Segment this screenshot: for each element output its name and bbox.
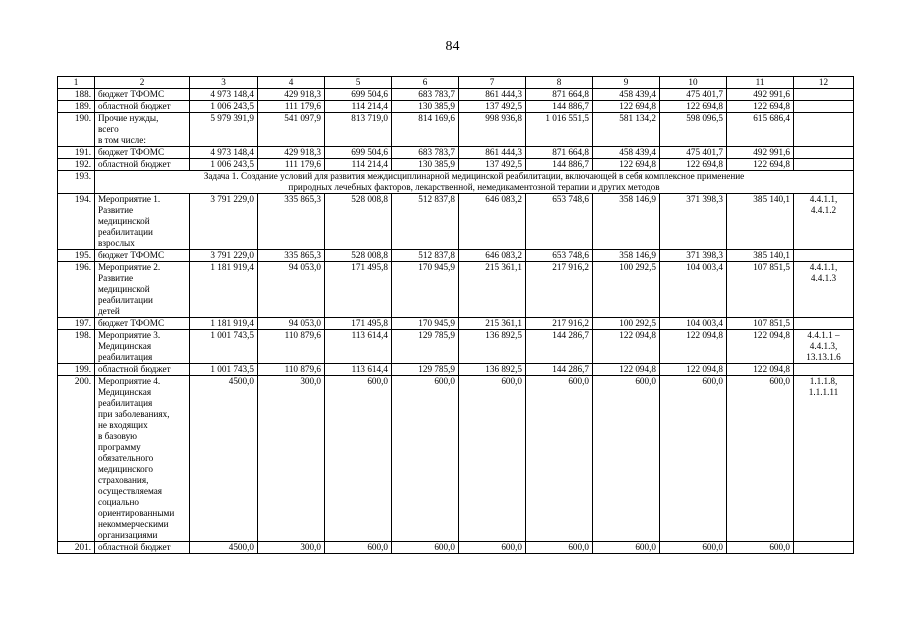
row-number: 200. (58, 376, 95, 542)
value-cell: 144 286,7 (526, 330, 593, 364)
cell-line: бюджет ТФОМС (98, 250, 165, 260)
value-cell: 122 094,8 (660, 364, 727, 376)
table-row (58, 376, 854, 542)
cell-line: 4.4.1.1 – (807, 330, 840, 340)
value-cell: 600,0 (459, 542, 526, 554)
row-number: 191. (58, 147, 95, 159)
value-cell: 130 385,9 (392, 101, 459, 113)
value-cell: 512 837,8 (392, 250, 459, 262)
cell-line: 1.1.1.11 (808, 387, 839, 397)
item-name (95, 376, 190, 542)
value-cell: 171 495,8 (325, 318, 392, 330)
value-cell: 1 006 243,5 (190, 159, 258, 171)
value-cell: 600,0 (727, 542, 794, 554)
cell-line: 4.4.1.1, (809, 262, 838, 272)
value-cell: 122 094,8 (593, 330, 660, 364)
page-number: 84 (445, 39, 460, 54)
column-header: 11 (727, 77, 794, 89)
cell-line: некоммерческими (98, 519, 169, 529)
value-cell: 122 094,8 (660, 330, 727, 364)
item-name (95, 89, 190, 101)
value-cell: 600,0 (660, 542, 727, 554)
indicator-ref (794, 113, 854, 147)
row-number: 194. (58, 194, 95, 250)
cell-line: Мероприятие 4. (98, 376, 161, 386)
value-cell: 492 991,6 (727, 89, 794, 101)
value-cell: 171 495,8 (325, 262, 392, 318)
indicator-ref (794, 101, 854, 113)
item-name (95, 330, 190, 364)
value-cell: 4 973 148,4 (190, 147, 258, 159)
indicator-ref (794, 318, 854, 330)
value-cell: 144 286,7 (526, 364, 593, 376)
item-name (95, 147, 190, 159)
column-header: 10 (660, 77, 727, 89)
value-cell: 122 694,8 (593, 159, 660, 171)
value-cell: 458 439,4 (593, 89, 660, 101)
value-cell: 104 003,4 (660, 262, 727, 318)
header-row (58, 77, 854, 89)
value-cell: 107 851,5 (727, 318, 794, 330)
value-cell: 600,0 (593, 376, 660, 542)
value-cell: 371 398,3 (660, 194, 727, 250)
value-cell: 129 785,9 (392, 364, 459, 376)
column-header: 12 (794, 77, 854, 89)
cell-line: программу (98, 442, 141, 452)
value-cell: 122 694,8 (660, 159, 727, 171)
value-cell: 136 892,5 (459, 330, 526, 364)
cell-line: 4.4.1.3 (810, 273, 837, 283)
value-cell: 4 973 148,4 (190, 89, 258, 101)
cell-line: реабилитации (98, 295, 153, 305)
value-cell: 94 053,0 (258, 318, 325, 330)
value-cell: 144 886,7 (526, 159, 593, 171)
value-cell: 813 719,0 (325, 113, 392, 147)
cell-line: осуществляемая (98, 486, 163, 496)
cell-line: Развитие (98, 273, 134, 283)
value-cell: 429 918,3 (258, 147, 325, 159)
cell-line: Медицинская (98, 341, 152, 351)
value-cell: 4500,0 (190, 376, 258, 542)
value-cell: 600,0 (459, 376, 526, 542)
value-cell: 113 614,4 (325, 330, 392, 364)
cell-line: областной бюджет (98, 542, 171, 552)
table-row (58, 364, 854, 376)
value-cell: 130 385,9 (392, 159, 459, 171)
value-cell: 871 664,8 (526, 89, 593, 101)
row-number: 197. (58, 318, 95, 330)
value-cell: 646 083,2 (459, 250, 526, 262)
table-row (58, 262, 854, 318)
table-row (58, 542, 854, 554)
indicator-ref (794, 194, 854, 250)
task-row (58, 171, 854, 194)
cell-line: бюджет ТФОМС (98, 318, 165, 328)
value-cell: 581 134,2 (593, 113, 660, 147)
row-number: 192. (58, 159, 95, 171)
item-name (95, 159, 190, 171)
value-cell: 475 401,7 (660, 147, 727, 159)
cell-line: при заболеваниях, (98, 409, 170, 419)
item-name (95, 194, 190, 250)
indicator-ref (794, 262, 854, 318)
row-number: 195. (58, 250, 95, 262)
value-cell: 144 886,7 (526, 101, 593, 113)
cell-line: Задача 1. Создание условий для развития междисциплинарной медицинской реабилитации, включающей в себя комплексное применение (203, 171, 745, 181)
value-cell: 136 892,5 (459, 364, 526, 376)
task-description (95, 171, 854, 194)
value-cell: 114 214,4 (325, 159, 392, 171)
value-cell: 998 936,8 (459, 113, 526, 147)
cell-line: социально (98, 497, 139, 507)
item-name (95, 262, 190, 318)
cell-line: реабилитация (98, 352, 153, 362)
value-cell: 528 008,8 (325, 194, 392, 250)
value-cell: 122 694,8 (660, 101, 727, 113)
cell-line: Мероприятие 2. (98, 262, 161, 272)
row-number: 189. (58, 101, 95, 113)
value-cell: 653 748,6 (526, 194, 593, 250)
value-cell: 600,0 (526, 376, 593, 542)
value-cell: 100 292,5 (593, 318, 660, 330)
row-number: 196. (58, 262, 95, 318)
row-number: 193. (58, 171, 95, 194)
cell-line: бюджет ТФОМС (98, 147, 165, 157)
item-name (95, 101, 190, 113)
cell-line: 4.4.1.2 (810, 205, 837, 215)
indicator-ref (794, 89, 854, 101)
cell-line: областной бюджет (98, 364, 171, 374)
value-cell: 600,0 (526, 542, 593, 554)
value-cell: 3 791 229,0 (190, 250, 258, 262)
value-cell: 110 879,6 (258, 364, 325, 376)
table-row (58, 194, 854, 250)
value-cell: 871 664,8 (526, 147, 593, 159)
column-header: 1 (58, 77, 95, 89)
item-name (95, 318, 190, 330)
cell-line: страхования, (98, 475, 149, 485)
cell-line: реабилитация (98, 398, 153, 408)
value-cell: 137 492,5 (459, 159, 526, 171)
row-number: 190. (58, 113, 95, 147)
value-cell: 600,0 (593, 542, 660, 554)
column-header: 6 (392, 77, 459, 89)
value-cell: 215 361,1 (459, 318, 526, 330)
cell-line: 1.1.1.8, (809, 376, 838, 386)
indicator-ref (794, 364, 854, 376)
cell-line: областной бюджет (98, 101, 171, 111)
value-cell: 429 918,3 (258, 89, 325, 101)
value-cell: 300,0 (258, 376, 325, 542)
value-cell: 111 179,6 (258, 159, 325, 171)
value-cell: 699 504,6 (325, 147, 392, 159)
row-number: 201. (58, 542, 95, 554)
value-cell: 335 865,3 (258, 194, 325, 250)
value-cell: 1 016 551,5 (526, 113, 593, 147)
column-header: 7 (459, 77, 526, 89)
table-row (58, 318, 854, 330)
value-cell: 122 094,8 (727, 364, 794, 376)
value-cell: 385 140,1 (727, 250, 794, 262)
value-cell: 646 083,2 (459, 194, 526, 250)
value-cell: 122 094,8 (727, 330, 794, 364)
value-cell: 600,0 (392, 542, 459, 554)
value-cell: 1 181 919,4 (190, 262, 258, 318)
cell-line: 13.13.1.6 (806, 352, 841, 362)
value-cell: 111 179,6 (258, 101, 325, 113)
row-number: 188. (58, 89, 95, 101)
cell-line: в том числе: (98, 135, 146, 145)
indicator-ref (794, 330, 854, 364)
value-cell: 4500,0 (190, 542, 258, 554)
indicator-ref (794, 147, 854, 159)
value-cell: 371 398,3 (660, 250, 727, 262)
value-cell: 129 785,9 (392, 330, 459, 364)
cell-line: детей (98, 306, 120, 316)
value-cell: 122 694,8 (593, 101, 660, 113)
cell-line: Развитие (98, 205, 134, 215)
value-cell: 699 504,6 (325, 89, 392, 101)
value-cell: 5 979 391,9 (190, 113, 258, 147)
indicator-ref (794, 542, 854, 554)
value-cell: 94 053,0 (258, 262, 325, 318)
value-cell: 122 694,8 (727, 159, 794, 171)
value-cell: 385 140,1 (727, 194, 794, 250)
value-cell: 600,0 (660, 376, 727, 542)
cell-line: 4.4.1.1, (809, 194, 838, 204)
value-cell: 600,0 (325, 376, 392, 542)
value-cell: 110 879,6 (258, 330, 325, 364)
value-cell: 683 783,7 (392, 147, 459, 159)
table-body (58, 77, 854, 554)
value-cell: 653 748,6 (526, 250, 593, 262)
item-name (95, 364, 190, 376)
row-number: 199. (58, 364, 95, 376)
value-cell: 113 614,4 (325, 364, 392, 376)
value-cell: 683 783,7 (392, 89, 459, 101)
value-cell: 3 791 229,0 (190, 194, 258, 250)
cell-line: в базовую (98, 431, 138, 441)
value-cell: 170 945,9 (392, 318, 459, 330)
cell-line: Прочие нужды, (98, 113, 159, 123)
column-header: 8 (526, 77, 593, 89)
cell-line: медицинского (98, 464, 153, 474)
value-cell: 458 439,4 (593, 147, 660, 159)
cell-line: медицинской (98, 284, 150, 294)
cell-line: обязательного (98, 453, 154, 463)
value-cell: 107 851,5 (727, 262, 794, 318)
table-row (58, 330, 854, 364)
value-cell: 217 916,2 (526, 262, 593, 318)
budget-table (57, 76, 854, 554)
column-header: 5 (325, 77, 392, 89)
value-cell: 114 214,4 (325, 101, 392, 113)
cell-line: всего (98, 124, 119, 134)
item-name (95, 250, 190, 262)
column-header: 3 (190, 77, 258, 89)
table-row (58, 113, 854, 147)
table-row (58, 159, 854, 171)
table-row (58, 147, 854, 159)
row-number: 198. (58, 330, 95, 364)
cell-line: областной бюджет (98, 159, 171, 169)
value-cell: 600,0 (325, 542, 392, 554)
item-name (95, 113, 190, 147)
value-cell: 1 006 243,5 (190, 101, 258, 113)
indicator-ref (794, 376, 854, 542)
cell-line: медицинской (98, 216, 150, 226)
value-cell: 600,0 (727, 376, 794, 542)
value-cell: 335 865,3 (258, 250, 325, 262)
table-row (58, 89, 854, 101)
column-header: 2 (95, 77, 190, 89)
value-cell: 492 991,6 (727, 147, 794, 159)
table-row (58, 250, 854, 262)
value-cell: 217 916,2 (526, 318, 593, 330)
value-cell: 1 001 743,5 (190, 330, 258, 364)
value-cell: 122 694,8 (727, 101, 794, 113)
cell-line: Мероприятие 3. (98, 330, 161, 340)
value-cell: 541 097,9 (258, 113, 325, 147)
value-cell: 122 094,8 (593, 364, 660, 376)
value-cell: 1 181 919,4 (190, 318, 258, 330)
value-cell: 615 686,4 (727, 113, 794, 147)
value-cell: 170 945,9 (392, 262, 459, 318)
cell-line: 4.4.1.3, (809, 341, 838, 351)
value-cell: 861 444,3 (459, 147, 526, 159)
value-cell: 100 292,5 (593, 262, 660, 318)
cell-line: не входящих (98, 420, 148, 430)
value-cell: 137 492,5 (459, 101, 526, 113)
cell-line: природных лечебных факторов, лекарственной, немедикаментозной терапии и других методов (288, 182, 660, 192)
cell-line: взрослых (98, 238, 135, 248)
value-cell: 215 361,1 (459, 262, 526, 318)
value-cell: 300,0 (258, 542, 325, 554)
value-cell: 814 169,6 (392, 113, 459, 147)
cell-line: ориентированными (98, 508, 175, 518)
value-cell: 861 444,3 (459, 89, 526, 101)
cell-line: реабилитации (98, 227, 153, 237)
cell-line: Мероприятие 1. (98, 194, 161, 204)
value-cell: 358 146,9 (593, 250, 660, 262)
column-header: 4 (258, 77, 325, 89)
cell-line: Медицинская (98, 387, 152, 397)
table-row (58, 101, 854, 113)
column-header: 9 (593, 77, 660, 89)
indicator-ref (794, 159, 854, 171)
value-cell: 1 001 743,5 (190, 364, 258, 376)
value-cell: 104 003,4 (660, 318, 727, 330)
value-cell: 475 401,7 (660, 89, 727, 101)
cell-line: организациями (98, 530, 158, 540)
value-cell: 600,0 (392, 376, 459, 542)
cell-line: бюджет ТФОМС (98, 89, 165, 99)
indicator-ref (794, 250, 854, 262)
item-name (95, 542, 190, 554)
value-cell: 512 837,8 (392, 194, 459, 250)
value-cell: 598 096,5 (660, 113, 727, 147)
value-cell: 528 008,8 (325, 250, 392, 262)
value-cell: 358 146,9 (593, 194, 660, 250)
